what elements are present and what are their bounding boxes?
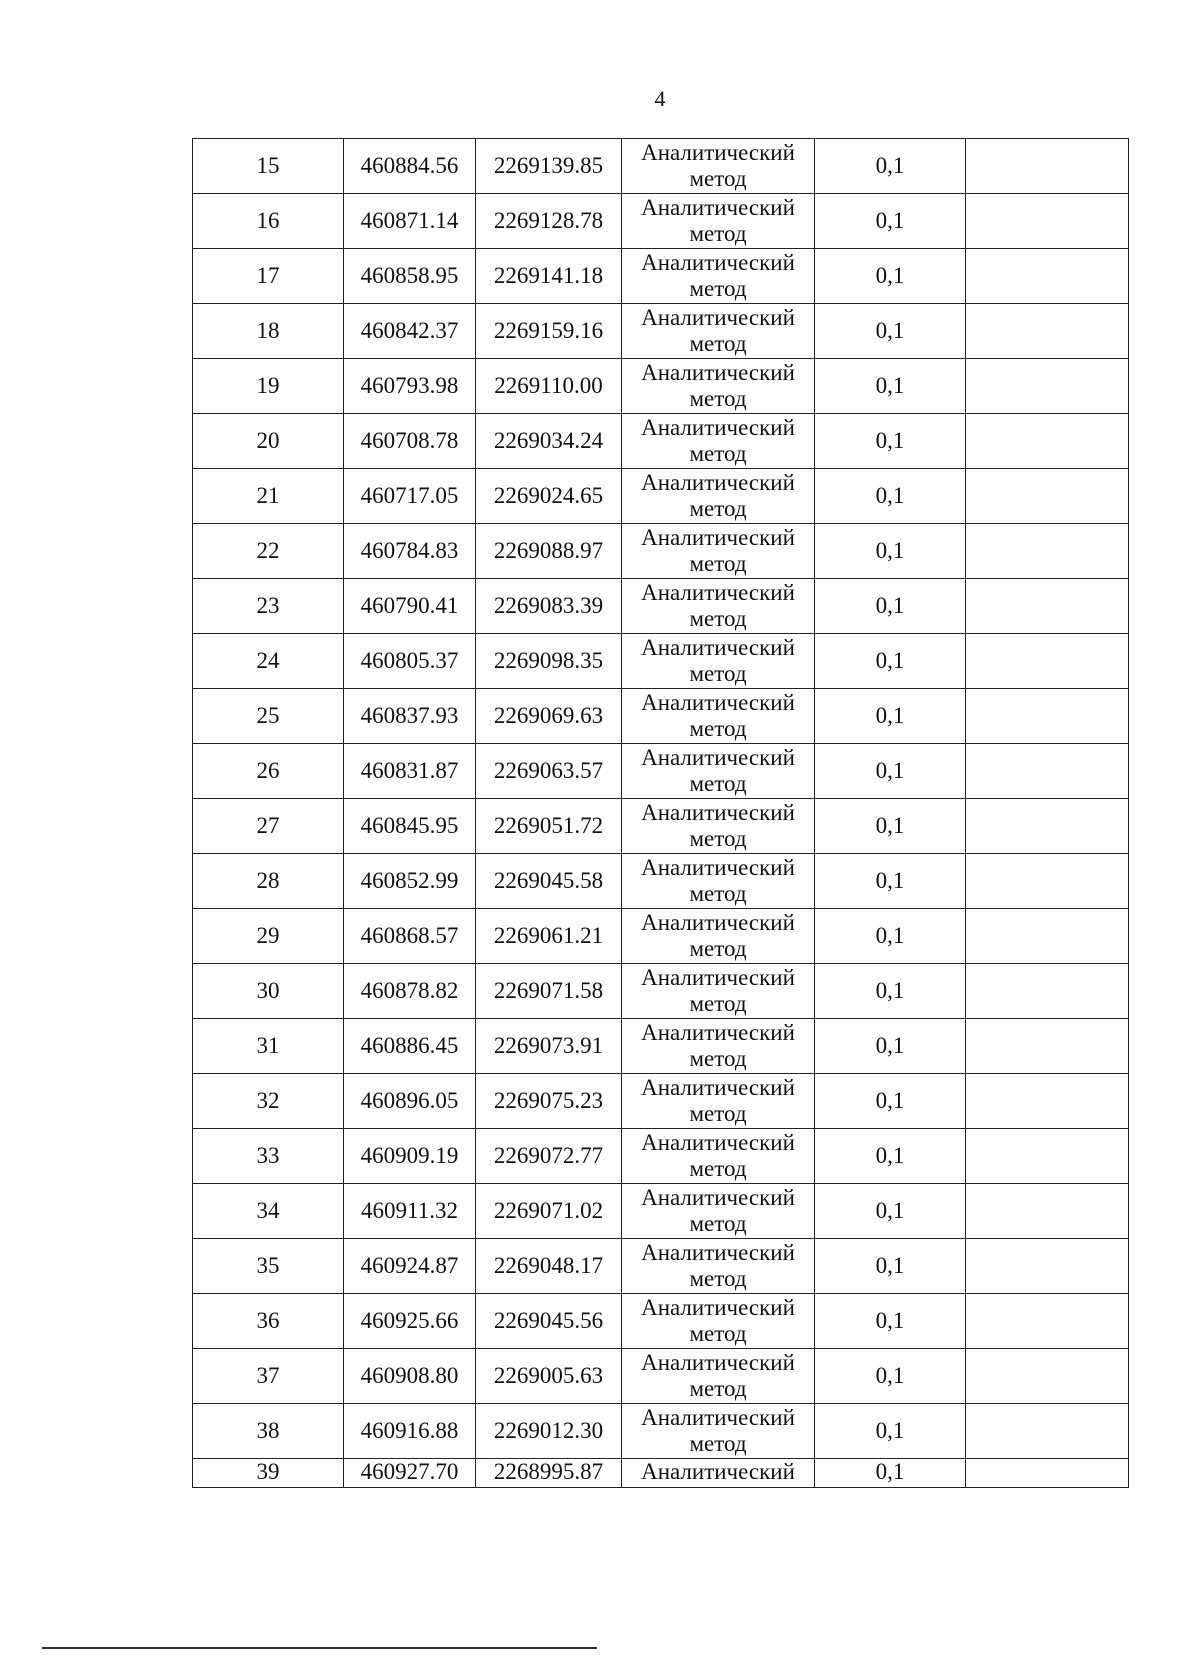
accuracy-cell: 0,1 bbox=[815, 1239, 966, 1294]
method-line-2: метод bbox=[689, 661, 747, 686]
x-coordinate-cell: 460790.41 bbox=[344, 579, 476, 634]
method-cell bbox=[622, 249, 815, 304]
method-cell bbox=[622, 1349, 815, 1404]
method-line-2: метод bbox=[689, 1046, 747, 1071]
method-line-2: метод bbox=[689, 716, 747, 741]
point-number-cell: 37 bbox=[193, 1349, 344, 1404]
method-line-1: Аналитический bbox=[641, 415, 795, 440]
point-number-cell: 39 bbox=[193, 1459, 344, 1488]
method-line-1: Аналитический bbox=[641, 855, 795, 880]
method-line-2: метод bbox=[689, 221, 747, 246]
description-cell bbox=[966, 854, 1129, 909]
method-line-2: метод bbox=[689, 551, 747, 576]
method-line-2: метод bbox=[689, 991, 747, 1016]
method-line-2: метод bbox=[689, 1321, 747, 1346]
y-coordinate-cell: 2269048.17 bbox=[476, 1239, 622, 1294]
method-cell bbox=[622, 1019, 815, 1074]
point-number-cell: 22 bbox=[193, 524, 344, 579]
method-cell bbox=[622, 359, 815, 414]
table-row bbox=[193, 1239, 1129, 1294]
y-coordinate-cell: 2268995.87 bbox=[476, 1459, 622, 1488]
y-coordinate-cell: 2269083.39 bbox=[476, 579, 622, 634]
method-line-2: метод bbox=[689, 1211, 747, 1236]
description-cell bbox=[966, 1019, 1129, 1074]
accuracy-cell: 0,1 bbox=[815, 909, 966, 964]
method-line-1: Аналитический bbox=[641, 140, 795, 165]
y-coordinate-cell: 2269139.85 bbox=[476, 139, 622, 194]
page-number: 4 bbox=[654, 86, 666, 111]
method-cell bbox=[622, 1404, 815, 1459]
method-line-1: Аналитический bbox=[641, 580, 795, 605]
method-cell bbox=[622, 1459, 815, 1488]
point-number-cell: 28 bbox=[193, 854, 344, 909]
description-cell bbox=[966, 1404, 1129, 1459]
coordinates-table bbox=[192, 138, 1129, 1488]
method-cell bbox=[622, 1184, 815, 1239]
method-cell bbox=[622, 799, 815, 854]
method-line-2: метод bbox=[689, 1101, 747, 1126]
x-coordinate-cell: 460911.32 bbox=[344, 1184, 476, 1239]
point-number-cell: 35 bbox=[193, 1239, 344, 1294]
point-number-cell: 20 bbox=[193, 414, 344, 469]
method-line-1: Аналитический bbox=[641, 1405, 795, 1430]
y-coordinate-cell: 2269005.63 bbox=[476, 1349, 622, 1404]
point-number-cell: 27 bbox=[193, 799, 344, 854]
point-number-cell: 24 bbox=[193, 634, 344, 689]
description-cell bbox=[966, 359, 1129, 414]
x-coordinate-cell: 460837.93 bbox=[344, 689, 476, 744]
x-coordinate-cell: 460925.66 bbox=[344, 1294, 476, 1349]
point-number-cell: 34 bbox=[193, 1184, 344, 1239]
description-cell bbox=[966, 799, 1129, 854]
accuracy-cell: 0,1 bbox=[815, 194, 966, 249]
table-row bbox=[193, 139, 1129, 194]
table-row bbox=[193, 1349, 1129, 1404]
x-coordinate-cell: 460842.37 bbox=[344, 304, 476, 359]
method-line-2: метод bbox=[689, 1431, 747, 1456]
method-cell bbox=[622, 469, 815, 524]
point-number-cell: 32 bbox=[193, 1074, 344, 1129]
x-coordinate-cell: 460708.78 bbox=[344, 414, 476, 469]
table-row bbox=[193, 414, 1129, 469]
table-row bbox=[193, 194, 1129, 249]
y-coordinate-cell: 2269110.00 bbox=[476, 359, 622, 414]
accuracy-cell: 0,1 bbox=[815, 579, 966, 634]
accuracy-cell: 0,1 bbox=[815, 1019, 966, 1074]
method-line-2: метод bbox=[689, 771, 747, 796]
method-line-1: Аналитический bbox=[641, 1130, 795, 1155]
description-cell bbox=[966, 1239, 1129, 1294]
point-number-cell: 38 bbox=[193, 1404, 344, 1459]
point-number-cell: 21 bbox=[193, 469, 344, 524]
point-number-cell: 15 bbox=[193, 139, 344, 194]
description-cell bbox=[966, 909, 1129, 964]
point-number-cell: 16 bbox=[193, 194, 344, 249]
accuracy-cell: 0,1 bbox=[815, 1184, 966, 1239]
table-row bbox=[193, 1074, 1129, 1129]
y-coordinate-cell: 2269063.57 bbox=[476, 744, 622, 799]
description-cell bbox=[966, 304, 1129, 359]
method-line-1: Аналитический bbox=[641, 965, 795, 990]
description-cell bbox=[966, 139, 1129, 194]
method-line-1: Аналитический bbox=[641, 1295, 795, 1320]
method-line-1: Аналитический bbox=[641, 1075, 795, 1100]
y-coordinate-cell: 2269045.56 bbox=[476, 1294, 622, 1349]
table-row bbox=[193, 524, 1129, 579]
x-coordinate-cell: 460909.19 bbox=[344, 1129, 476, 1184]
y-coordinate-cell: 2269024.65 bbox=[476, 469, 622, 524]
method-line-2: метод bbox=[689, 441, 747, 466]
accuracy-cell: 0,1 bbox=[815, 359, 966, 414]
description-cell bbox=[966, 1459, 1129, 1488]
table-row bbox=[193, 579, 1129, 634]
y-coordinate-cell: 2269073.91 bbox=[476, 1019, 622, 1074]
description-cell bbox=[966, 1294, 1129, 1349]
method-cell bbox=[622, 139, 815, 194]
table-row bbox=[193, 799, 1129, 854]
method-line-1: Аналитический bbox=[641, 690, 795, 715]
y-coordinate-cell: 2269051.72 bbox=[476, 799, 622, 854]
x-coordinate-cell: 460916.88 bbox=[344, 1404, 476, 1459]
method-cell bbox=[622, 524, 815, 579]
method-line-2: метод bbox=[689, 386, 747, 411]
y-coordinate-cell: 2269128.78 bbox=[476, 194, 622, 249]
accuracy-cell: 0,1 bbox=[815, 1404, 966, 1459]
table-row bbox=[193, 359, 1129, 414]
x-coordinate-cell: 460884.56 bbox=[344, 139, 476, 194]
method-line-1: Аналитический bbox=[641, 635, 795, 660]
bottom-rule bbox=[42, 1647, 597, 1649]
y-coordinate-cell: 2269034.24 bbox=[476, 414, 622, 469]
method-cell bbox=[622, 414, 815, 469]
accuracy-cell: 0,1 bbox=[815, 1294, 966, 1349]
description-cell bbox=[966, 1184, 1129, 1239]
point-number-cell: 36 bbox=[193, 1294, 344, 1349]
method-cell bbox=[622, 1129, 815, 1184]
accuracy-cell: 0,1 bbox=[815, 854, 966, 909]
x-coordinate-cell: 460927.70 bbox=[344, 1459, 476, 1488]
method-cell bbox=[622, 304, 815, 359]
y-coordinate-cell: 2269075.23 bbox=[476, 1074, 622, 1129]
table-row bbox=[193, 909, 1129, 964]
y-coordinate-cell: 2269045.58 bbox=[476, 854, 622, 909]
x-coordinate-cell: 460845.95 bbox=[344, 799, 476, 854]
x-coordinate-cell: 460852.99 bbox=[344, 854, 476, 909]
description-cell bbox=[966, 524, 1129, 579]
method-line-1: Аналитический bbox=[641, 305, 795, 330]
accuracy-cell: 0,1 bbox=[815, 799, 966, 854]
method-line-2: метод bbox=[689, 881, 747, 906]
description-cell bbox=[966, 194, 1129, 249]
accuracy-cell: 0,1 bbox=[815, 634, 966, 689]
point-number-cell: 18 bbox=[193, 304, 344, 359]
x-coordinate-cell: 460784.83 bbox=[344, 524, 476, 579]
x-coordinate-cell: 460793.98 bbox=[344, 359, 476, 414]
table-row bbox=[193, 1184, 1129, 1239]
method-line-1: Аналитический bbox=[641, 1459, 795, 1484]
point-number-cell: 31 bbox=[193, 1019, 344, 1074]
table-row bbox=[193, 1459, 1129, 1488]
method-line-2: метод bbox=[689, 606, 747, 631]
description-cell bbox=[966, 964, 1129, 1019]
point-number-cell: 17 bbox=[193, 249, 344, 304]
accuracy-cell: 0,1 bbox=[815, 744, 966, 799]
x-coordinate-cell: 460871.14 bbox=[344, 194, 476, 249]
y-coordinate-cell: 2269061.21 bbox=[476, 909, 622, 964]
method-line-2: метод bbox=[689, 1266, 747, 1291]
y-coordinate-cell: 2269071.58 bbox=[476, 964, 622, 1019]
method-cell bbox=[622, 689, 815, 744]
method-cell bbox=[622, 1294, 815, 1349]
y-coordinate-cell: 2269098.35 bbox=[476, 634, 622, 689]
x-coordinate-cell: 460896.05 bbox=[344, 1074, 476, 1129]
point-number-cell: 25 bbox=[193, 689, 344, 744]
method-line-1: Аналитический bbox=[641, 745, 795, 770]
table-row bbox=[193, 964, 1129, 1019]
x-coordinate-cell: 460858.95 bbox=[344, 249, 476, 304]
accuracy-cell: 0,1 bbox=[815, 1129, 966, 1184]
description-cell bbox=[966, 249, 1129, 304]
accuracy-cell: 0,1 bbox=[815, 249, 966, 304]
y-coordinate-cell: 2269141.18 bbox=[476, 249, 622, 304]
table-row bbox=[193, 689, 1129, 744]
accuracy-cell: 0,1 bbox=[815, 469, 966, 524]
table-row bbox=[193, 469, 1129, 524]
point-number-cell: 26 bbox=[193, 744, 344, 799]
method-line-2: метод bbox=[689, 826, 747, 851]
method-cell bbox=[622, 1239, 815, 1294]
method-line-1: Аналитический bbox=[641, 800, 795, 825]
method-cell bbox=[622, 744, 815, 799]
x-coordinate-cell: 460924.87 bbox=[344, 1239, 476, 1294]
point-number-cell: 33 bbox=[193, 1129, 344, 1184]
method-cell bbox=[622, 579, 815, 634]
y-coordinate-cell: 2269159.16 bbox=[476, 304, 622, 359]
y-coordinate-cell: 2269071.02 bbox=[476, 1184, 622, 1239]
accuracy-cell: 0,1 bbox=[815, 964, 966, 1019]
method-line-2: метод bbox=[689, 166, 747, 191]
description-cell bbox=[966, 1074, 1129, 1129]
method-line-1: Аналитический bbox=[641, 250, 795, 275]
y-coordinate-cell: 2269069.63 bbox=[476, 689, 622, 744]
method-line-1: Аналитический bbox=[641, 470, 795, 495]
method-line-2: метод bbox=[689, 936, 747, 961]
description-cell bbox=[966, 579, 1129, 634]
accuracy-cell: 0,1 bbox=[815, 1349, 966, 1404]
method-cell bbox=[622, 964, 815, 1019]
x-coordinate-cell: 460886.45 bbox=[344, 1019, 476, 1074]
point-number-cell: 23 bbox=[193, 579, 344, 634]
description-cell bbox=[966, 744, 1129, 799]
accuracy-cell: 0,1 bbox=[815, 414, 966, 469]
x-coordinate-cell: 460805.37 bbox=[344, 634, 476, 689]
table-row bbox=[193, 744, 1129, 799]
method-line-2: метод bbox=[689, 496, 747, 521]
method-line-1: Аналитический bbox=[641, 1350, 795, 1375]
x-coordinate-cell: 460878.82 bbox=[344, 964, 476, 1019]
point-number-cell: 29 bbox=[193, 909, 344, 964]
method-line-2: метод bbox=[689, 1156, 747, 1181]
point-number-cell: 19 bbox=[193, 359, 344, 414]
method-line-1: Аналитический bbox=[641, 525, 795, 550]
accuracy-cell: 0,1 bbox=[815, 1459, 966, 1488]
method-cell bbox=[622, 634, 815, 689]
y-coordinate-cell: 2269072.77 bbox=[476, 1129, 622, 1184]
table-row bbox=[193, 304, 1129, 359]
table-row bbox=[193, 854, 1129, 909]
table-row bbox=[193, 1019, 1129, 1074]
table-row bbox=[193, 249, 1129, 304]
x-coordinate-cell: 460908.80 bbox=[344, 1349, 476, 1404]
table-row bbox=[193, 634, 1129, 689]
description-cell bbox=[966, 1129, 1129, 1184]
method-line-1: Аналитический bbox=[641, 360, 795, 385]
table-row bbox=[193, 1404, 1129, 1459]
method-line-2: метод bbox=[689, 1376, 747, 1401]
coordinates-table-body bbox=[193, 139, 1129, 1488]
method-line-2: метод bbox=[689, 331, 747, 356]
y-coordinate-cell: 2269088.97 bbox=[476, 524, 622, 579]
method-line-1: Аналитический bbox=[641, 1185, 795, 1210]
y-coordinate-cell: 2269012.30 bbox=[476, 1404, 622, 1459]
method-cell bbox=[622, 1074, 815, 1129]
description-cell bbox=[966, 1349, 1129, 1404]
point-number-cell: 30 bbox=[193, 964, 344, 1019]
method-line-2: метод bbox=[689, 276, 747, 301]
x-coordinate-cell: 460868.57 bbox=[344, 909, 476, 964]
method-cell bbox=[622, 854, 815, 909]
accuracy-cell: 0,1 bbox=[815, 1074, 966, 1129]
table-row bbox=[193, 1129, 1129, 1184]
accuracy-cell: 0,1 bbox=[815, 139, 966, 194]
method-line-1: Аналитический bbox=[641, 1020, 795, 1045]
description-cell bbox=[966, 414, 1129, 469]
description-cell bbox=[966, 634, 1129, 689]
method-line-1: Аналитический bbox=[641, 195, 795, 220]
accuracy-cell: 0,1 bbox=[815, 524, 966, 579]
accuracy-cell: 0,1 bbox=[815, 689, 966, 744]
method-line-1: Аналитический bbox=[641, 910, 795, 935]
method-cell bbox=[622, 909, 815, 964]
table-row bbox=[193, 1294, 1129, 1349]
x-coordinate-cell: 460831.87 bbox=[344, 744, 476, 799]
accuracy-cell: 0,1 bbox=[815, 304, 966, 359]
description-cell bbox=[966, 469, 1129, 524]
description-cell bbox=[966, 689, 1129, 744]
method-cell bbox=[622, 194, 815, 249]
method-line-1: Аналитический bbox=[641, 1240, 795, 1265]
x-coordinate-cell: 460717.05 bbox=[344, 469, 476, 524]
